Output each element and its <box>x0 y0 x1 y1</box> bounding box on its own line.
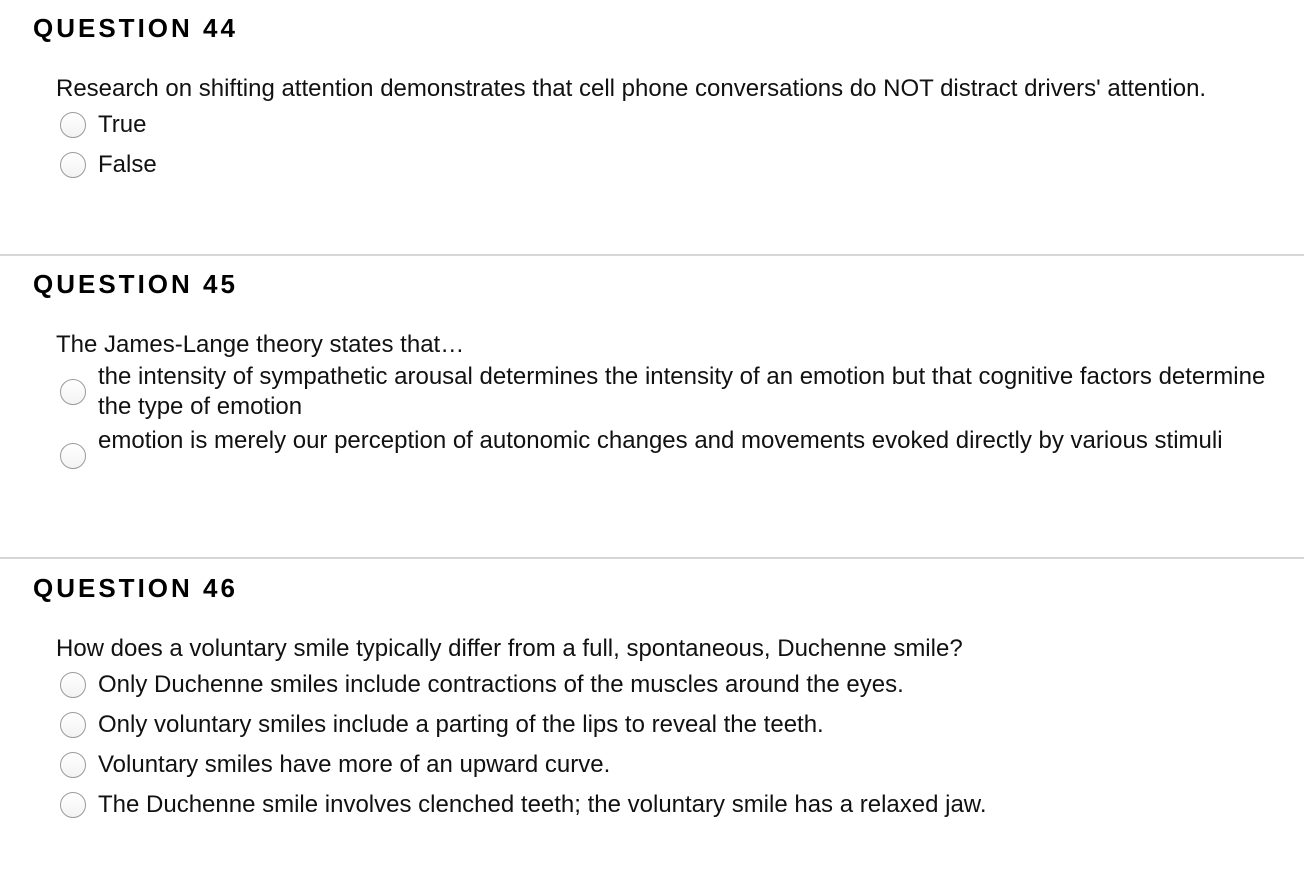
option-label: True <box>98 111 147 138</box>
question-divider <box>0 254 1304 256</box>
question-title: QUESTION 46 <box>33 573 238 603</box>
option-true[interactable] <box>58 110 1298 140</box>
option-label: The Duchenne smile involves clenched teeth; the voluntary smile has a relaxed jaw. <box>98 791 987 818</box>
question-text: How does a voluntary smile typically differ from a full, spontaneous, Duchenne smile? <box>56 635 963 662</box>
option-voluntary-teeth[interactable] <box>58 710 1298 740</box>
option-clenched-teeth[interactable] <box>58 790 1298 820</box>
radio-button[interactable] <box>60 379 86 405</box>
radio-button[interactable] <box>60 672 86 698</box>
option-sympathetic-arousal[interactable] <box>58 362 1298 422</box>
option-label: the intensity of sympathetic arousal determines the intensity of an emotion but that cognitive factors determine the type of emotion <box>98 363 1266 420</box>
question-title: QUESTION 44 <box>33 13 238 43</box>
radio-button[interactable] <box>60 152 86 178</box>
question-text: Research on shifting attention demonstrates that cell phone conversations do NOT distract drivers' attention. <box>56 75 1207 102</box>
question-text: The James-Lange theory states that… <box>56 331 465 358</box>
radio-button[interactable] <box>60 752 86 778</box>
option-upward-curve[interactable] <box>58 750 1298 780</box>
option-label: emotion is merely our perception of autonomic changes and movements evoked directly by various stimuli <box>98 427 1223 454</box>
option-label: Voluntary smiles have more of an upward curve. <box>98 751 611 778</box>
option-autonomic-perception[interactable] <box>58 426 1298 486</box>
radio-button[interactable] <box>60 112 86 138</box>
option-false[interactable] <box>58 150 1298 180</box>
option-label: False <box>98 151 157 178</box>
radio-button[interactable] <box>60 712 86 738</box>
option-label: Only voluntary smiles include a parting of the lips to reveal the teeth. <box>98 711 824 738</box>
radio-button[interactable] <box>60 792 86 818</box>
option-label: Only Duchenne smiles include contractions of the muscles around the eyes. <box>98 671 904 698</box>
question-divider <box>0 557 1304 559</box>
question-title: QUESTION 45 <box>33 269 238 299</box>
radio-button[interactable] <box>60 443 86 469</box>
option-duchenne-eyes[interactable] <box>58 670 1298 700</box>
